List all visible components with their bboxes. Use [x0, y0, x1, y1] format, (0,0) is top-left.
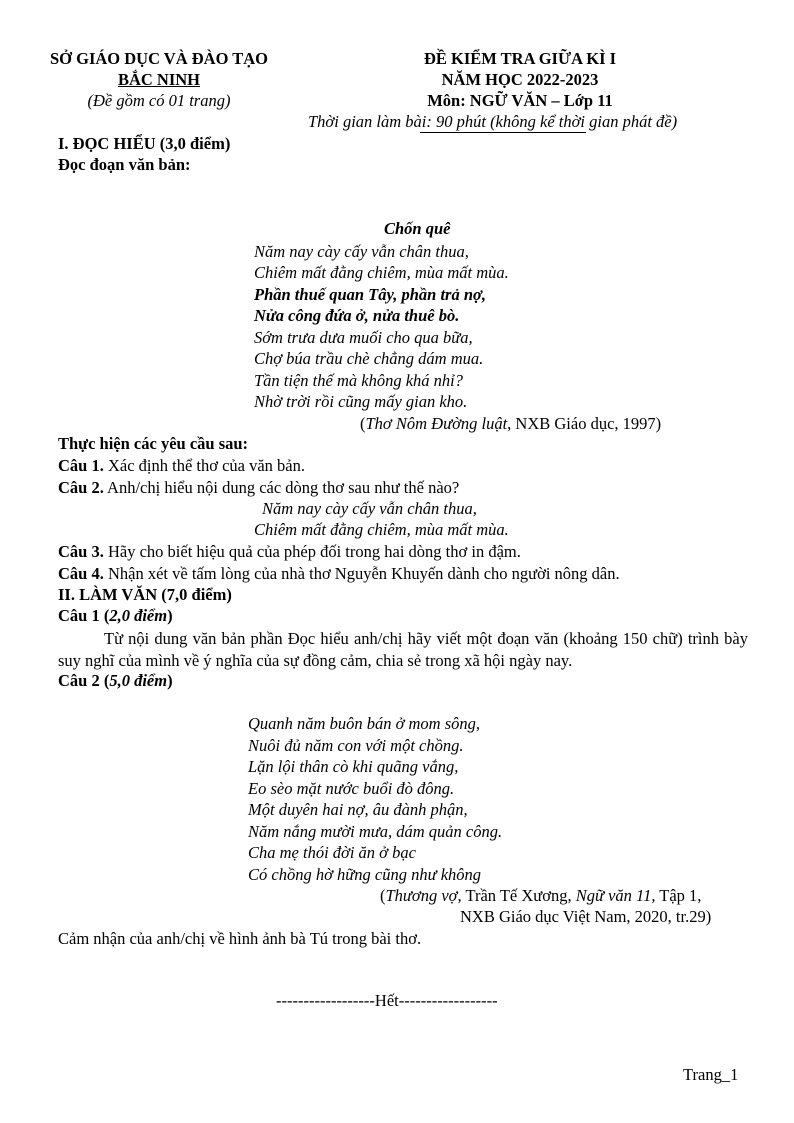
- poem2-line: Quanh năm buôn bán ở mom sông,: [248, 714, 481, 733]
- poem2-line: Một duyên hai nợ, âu đành phận,: [248, 800, 468, 819]
- src-volume: Tập 1,: [655, 886, 702, 905]
- q2-quote-line: Chiêm mất đằng chiêm, mùa mất mùa.: [254, 520, 509, 539]
- poem2-line: Có chồng hờ hững cũng như không: [248, 865, 482, 884]
- poem1-line: Chiêm mất đằng chiêm, mùa mất mùa.: [254, 263, 509, 282]
- q1-label: Câu 1.: [58, 456, 104, 475]
- poem2-line: Năm nắng mười mưa, dám quản công.: [248, 822, 503, 841]
- subject-line: Môn: NGỮ VĂN – Lớp 11: [427, 91, 613, 110]
- poem1-line: Chợ búa trầu chè chẳng dám mua.: [254, 349, 484, 368]
- poem1-line-bold: Nửa công đứa ở, nửa thuê bò.: [254, 306, 460, 325]
- essay-1-heading: [58, 606, 173, 626]
- province-label: BẮC NINH: [117, 70, 201, 89]
- section1-instruction: Đọc đoạn văn bản:: [58, 155, 191, 174]
- essay-2-heading: [58, 671, 173, 691]
- source-work: Thơ Nôm Đường luật: [365, 414, 508, 433]
- page-number: Trang_1: [683, 1065, 739, 1084]
- poem2-line: Nuôi đủ năm con với một chồng.: [248, 736, 464, 755]
- poem2-line: Lặn lội thân cò khi quãng vắng,: [248, 757, 459, 776]
- poem2-line: Cha mẹ thói đời ăn ở bạc: [248, 843, 416, 862]
- question-3: [58, 542, 521, 562]
- exam-title: ĐỀ KIỂM TRA GIỮA KÌ I: [423, 49, 617, 68]
- requirements-heading: Thực hiện các yêu cầu sau:: [58, 434, 249, 453]
- c1-points: 2,0 điểm: [109, 606, 168, 625]
- question-1: [58, 456, 305, 476]
- poem1-line-bold: Phần thuế quan Tây, phần trả nợ,: [254, 285, 486, 304]
- q2-quote-line: Năm nay cày cấy vẫn chân thua,: [262, 499, 477, 518]
- question-2: [58, 478, 459, 498]
- c2-label: Câu 2 (: [58, 671, 110, 690]
- department-name: SỞ GIÁO DỤC VÀ ĐÀO TẠO: [49, 49, 269, 68]
- end-mark: ------------------Hết------------------: [276, 991, 498, 1010]
- poem2-source: [380, 885, 701, 906]
- province-name: [30, 70, 288, 90]
- q2-text: Anh/chị hiểu nội dung các dòng thơ sau như thế nào?: [103, 478, 460, 497]
- src-work: Thương vợ: [385, 886, 458, 905]
- c2-points: 5,0 điểm: [109, 671, 168, 690]
- poem2-source-line2: NXB Giáo dục Việt Nam, 2020, tr.29): [460, 907, 712, 926]
- question-4: [58, 564, 620, 584]
- school-year: NĂM HỌC 2022-2023: [441, 70, 599, 89]
- c2-close: ): [167, 671, 173, 690]
- src-author: , Trần Tế Xương,: [457, 886, 576, 905]
- c1-close: ): [167, 606, 173, 625]
- q3-text: Hãy cho biết hiệu quả của phép đối trong hai dòng thơ in đậm.: [103, 542, 521, 561]
- header-rule: [420, 132, 586, 133]
- section1-title: I. ĐỌC HIỂU (3,0 điểm): [58, 134, 231, 153]
- c1-label: Câu 1 (: [58, 606, 110, 625]
- poem1-title: Chốn quê: [384, 219, 451, 238]
- poem2-line: Eo sèo mặt nước buổi đò đông.: [248, 779, 455, 798]
- src-paren: (: [380, 886, 386, 905]
- poem1-source: [360, 413, 661, 434]
- q4-label: Câu 4.: [58, 564, 104, 583]
- poem1-line: Nhờ trời rồi cũng mấy gian kho.: [254, 392, 468, 411]
- source-publisher: , NXB Giáo dục, 1997): [507, 414, 662, 433]
- source-paren: (: [360, 414, 366, 433]
- src-book: Ngữ văn 11,: [575, 886, 656, 905]
- q3-label: Câu 3.: [58, 542, 104, 561]
- poem1-line: Năm nay cày cấy vẫn chân thua,: [254, 242, 469, 261]
- q4-text: Nhận xét về tấm lòng của nhà thơ Nguyễn Khuyến dành cho người nông dân.: [103, 564, 620, 583]
- poem1-line: Sớm trưa dưa muối cho qua bữa,: [254, 328, 473, 347]
- essay-1-prompt: Từ nội dung văn bản phần Đọc hiểu anh/chị hãy viết một đoạn văn (khoảng 150 chữ) trình bày suy nghĩ của mình về ý nghĩa của sự đồng cảm, chia sẻ trong xã hội ngày nay.: [58, 629, 748, 670]
- time-note: Thời gian làm bài: 90 phút (không kể thời gian phát đề): [308, 112, 678, 131]
- section2-title: II. LÀM VĂN (7,0 điểm): [58, 585, 232, 604]
- page-count-note: (Đề gồm có 01 trang): [87, 91, 231, 110]
- essay-2-task: Cảm nhận của anh/chị về hình ảnh bà Tú trong bài thơ.: [58, 929, 422, 948]
- q1-text: Xác định thể thơ của văn bản.: [103, 456, 306, 475]
- poem1-line: Tần tiện thế mà không khá nhỉ?: [254, 371, 463, 390]
- q2-label: Câu 2.: [58, 478, 104, 497]
